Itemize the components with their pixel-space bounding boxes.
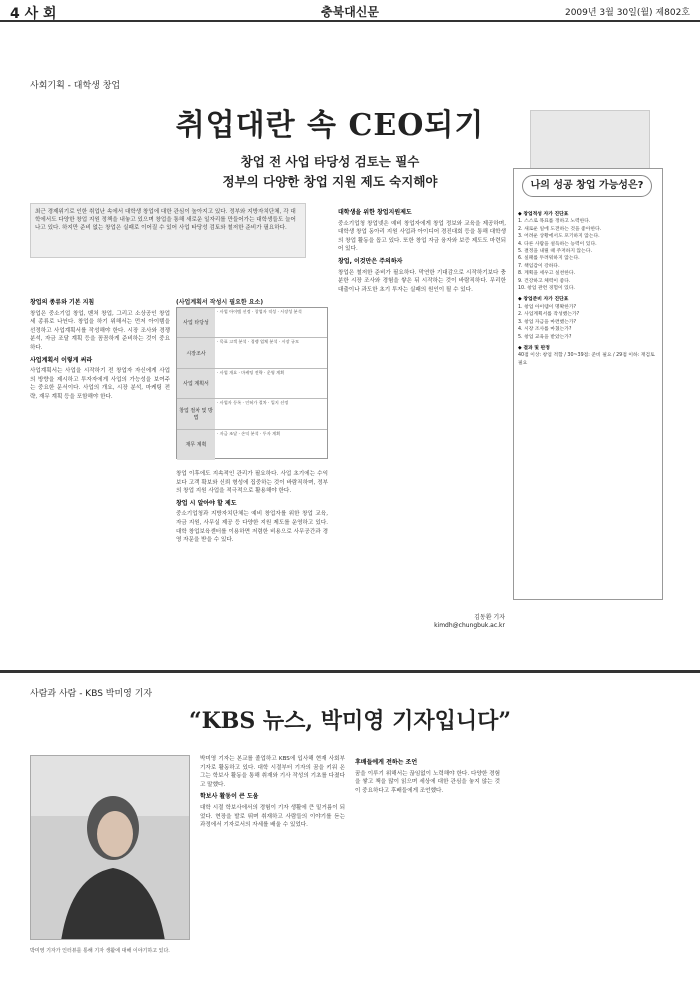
- checklist-item: 7. 책임감이 강하다.: [518, 263, 560, 269]
- table-row: [177, 369, 327, 399]
- table-items: · 목표 고객 분석 · 경쟁 업체 분석 · 시장 규모: [217, 339, 300, 345]
- article-column-3: [338, 205, 506, 294]
- column-subtitle: 대학생을 위한 창업지원제도: [338, 209, 412, 216]
- checklist-section-heading: ◆ 결과 및 판정: [518, 345, 550, 351]
- table-row: [177, 308, 327, 338]
- article-lead: 최근 경제위기로 인한 취업난 속에서 대학생 창업에 대한 관심이 높아지고 있다. 정부와 지방자치단체, 각 대학에서도 다양한 창업 지원 정책을 내놓고 있으며 창업을 통해 새로운 일자리를 만들어가는 대학생들도 늘어나고 있다. 하지만 준비 없는 창업은 실패로 이어질 수 있어 사업 타당성 검토와 철저한 준비가 필요하다.: [30, 203, 306, 258]
- article-subhead-2: 정부의 다양한 창업 지원 제도 숙지해야: [222, 174, 438, 189]
- checklist-section-heading: ◆ 창업준비 자가 진단표: [518, 297, 569, 303]
- checklist-result: 40점 이상: 창업 적합 / 30~39점: 준비 필요 / 29점 이하: 재검토 필요: [518, 353, 655, 366]
- column-subtitle: 학보사 활동이 큰 도움: [200, 793, 259, 801]
- table-category-label: 사업 타당성: [177, 308, 215, 337]
- checklist-item: 9. 건강하고 체력이 좋다.: [518, 278, 571, 284]
- checklist-items-1: [518, 218, 660, 292]
- column-text: 중소기업청 창업넷은 예비 창업자에게 창업 정보와 교육을 제공하며, 대학생 창업 동아리 지원 사업과 아이디어 경진대회 등을 통해 대학생의 창업 활동을 돕고 있다. 또한 창업 자금 융자와 보증 제도도 마련되어 있다.: [338, 220, 506, 253]
- byline-name: 김동환 기자: [474, 614, 505, 621]
- column-text: 대학 시절 학보사에서의 경험이 기자 생활에 큰 밑거름이 되었다. 현장을 발로 뛰며 취재하고 사람들의 이야기를 듣는 과정에서 기자로서의 자세를 배울 수 있었다.: [200, 804, 345, 829]
- table-category-label: 사업 계획서: [177, 369, 215, 398]
- interview-column-1: [200, 755, 345, 830]
- column-text: 사업계획서는 사업을 시작하기 전 창업자 자신에게 사업의 방향을 제시하고 투자자에게 사업의 가능성을 보여주는 중요한 문서이다. 사업의 개요, 시장 분석, 마케팅 전략, 재무 계획 등을 포함해야 한다.: [30, 368, 170, 400]
- page-header: [0, 0, 700, 22]
- article-headline: 취업대란 속 CEO되기: [175, 108, 485, 143]
- article-subhead-1: 창업 전 사업 타당성 검토는 필수: [240, 154, 420, 169]
- article-column-2: [176, 470, 328, 545]
- table-category-label: 재무 계획: [177, 430, 215, 460]
- table-items: · 자금 조달 · 손익 분석 · 투자 계획: [217, 430, 281, 436]
- checklist-item: 2. 새로운 일에 도전하는 것을 좋아한다.: [518, 226, 602, 232]
- column-subtitle: 창업 시 알아야 할 제도: [176, 499, 237, 507]
- article-section-label: 사회기획 - 대학생 창업: [30, 81, 121, 91]
- photo-caption: 박미영 기자가 인터뷰를 통해 기자 생활에 대해 이야기하고 있다.: [30, 948, 170, 954]
- checklist-item: 2. 사업계획서를 작성했는가?: [518, 312, 580, 318]
- reporter-photo: [30, 755, 190, 940]
- checklist-item: 10. 창업 관련 경험이 있다.: [518, 286, 575, 292]
- checklist-item: 5. 창업 교육을 받았는가?: [518, 334, 572, 340]
- interview-headline: “KBS 뉴스, 박미영 기자입니다”: [188, 708, 512, 734]
- checklist-item: 4. 다른 사람을 설득하는 능력이 있다.: [518, 241, 597, 247]
- interview-column-2: [355, 755, 500, 795]
- checklist-item: 8. 계획을 세우고 실천한다.: [518, 271, 576, 277]
- checklist-item: 3. 어려운 상황에서도 포기하지 않는다.: [518, 234, 600, 240]
- business-plan-table: [176, 307, 328, 459]
- table-category-label: 시장조사: [177, 338, 215, 367]
- column-subtitle: 사업계획서 이렇게 써라: [30, 356, 93, 364]
- checklist-section-heading: ◆ 창업적성 자가 진단표: [518, 212, 569, 217]
- article-column-1: [30, 295, 170, 402]
- newspaper-name: 충북대신문: [321, 5, 379, 19]
- column-subtitle: 창업의 종류와 기본 지침: [30, 299, 95, 306]
- checklist-item: 3. 창업 자금을 마련했는가?: [518, 319, 577, 325]
- checklist-items-2: [518, 304, 660, 341]
- table-row: [177, 430, 327, 460]
- column-text: 꿈을 이루기 위해서는 끊임없이 노력해야 한다. 다양한 경험을 쌓고 책을 많이 읽으며 세상에 대한 관심을 놓지 않는 것이 중요하다고 후배들에게 조언했다.: [355, 770, 500, 794]
- table-row: [177, 399, 327, 429]
- checklist-item: 5. 결정을 내릴 때 주저하지 않는다.: [518, 249, 592, 255]
- issue-date: 2009년 3월 30일(월) 제802호: [564, 8, 690, 18]
- column-text: 중소기업청과 지방자치단체는 예비 창업자를 위한 창업 교육, 자금 지원, 사무실 제공 등 다양한 지원 제도를 운영하고 있다. 대학 창업보육센터를 이용하면 저렴한 비용으로 사무공간과 경영 자문을 받을 수 있다.: [176, 511, 328, 544]
- column-text: 박미영 기자는 본교를 졸업하고 KBS에 입사해 현재 사회부 기자로 활동하고 있다. 대학 시절부터 기자의 꿈을 키워 온 그는 학보사 활동을 통해 취재와 기사 작성의 기초를 다졌다고 말했다.: [200, 756, 345, 788]
- byline: [434, 614, 505, 630]
- checklist-content: [518, 207, 660, 367]
- column-text: 창업은 철저한 준비가 필요하다. 막연한 기대감으로 시작하기보다 충분한 시장 조사와 경험을 쌓은 뒤 시작하는 것이 바람직하다. 무리한 대출이나 과도한 초기 투자는 실패의 원인이 될 수 있다.: [338, 269, 506, 293]
- checklist-item: 4. 시장 조사를 마쳤는가?: [518, 327, 572, 333]
- byline-email: kimdh@chungbuk.ac.kr: [434, 622, 505, 629]
- checklist-item: 1. 스스로 목표를 정하고 노력한다.: [518, 219, 591, 225]
- column-subtitle: 후배들에게 전하는 조언: [355, 759, 418, 766]
- table-category-label: 창업 절차 및 방법: [177, 399, 215, 428]
- checklist-item: 6. 실패를 두려워하지 않는다.: [518, 256, 580, 262]
- checklist-title: 나의 성공 창업 가능성은?: [522, 175, 652, 197]
- page-number: 4 사 회: [10, 6, 57, 22]
- column-subtitle: 창업, 이것만은 주의하자: [338, 257, 403, 265]
- table-items: · 사업 아이템 선정 · 창업자 적성 · 시장성 분석: [217, 309, 302, 314]
- column-text: 창업 이후에도 지속적인 관리가 필요하다. 사업 초기에는 수익보다 고객 확보와 신뢰 형성에 집중하는 것이 바람직하며, 정부의 창업 지원 사업을 적극적으로 활용해야 한다.: [176, 471, 328, 495]
- interview-section-label: 사람과 사람 - KBS 박미영 기자: [30, 689, 153, 699]
- table-row: [177, 338, 327, 368]
- table-items: · 사업 개요 · 마케팅 전략 · 운영 계획: [217, 369, 285, 375]
- section-divider: [0, 670, 700, 673]
- table-items: · 사업자 등록 · 인허가 절차 · 입지 선정: [217, 400, 289, 406]
- column-text: 창업은 중소기업 창업, 벤처 창업, 그리고 소상공인 창업 세 종류로 나뉜다. 창업을 하기 위해서는 먼저 아이템을 선정하고 사업계획서를 작성해야 한다. 시장 조사와 경쟁 분석, 자금 조달 계획 등을 꼼꼼하게 준비하는 것이 중요하다.: [30, 310, 170, 351]
- checklist-item: 1. 창업 아이템이 명확한가?: [518, 304, 577, 310]
- chart-title: (사업계획서 작성시 필요한 요소): [176, 299, 264, 306]
